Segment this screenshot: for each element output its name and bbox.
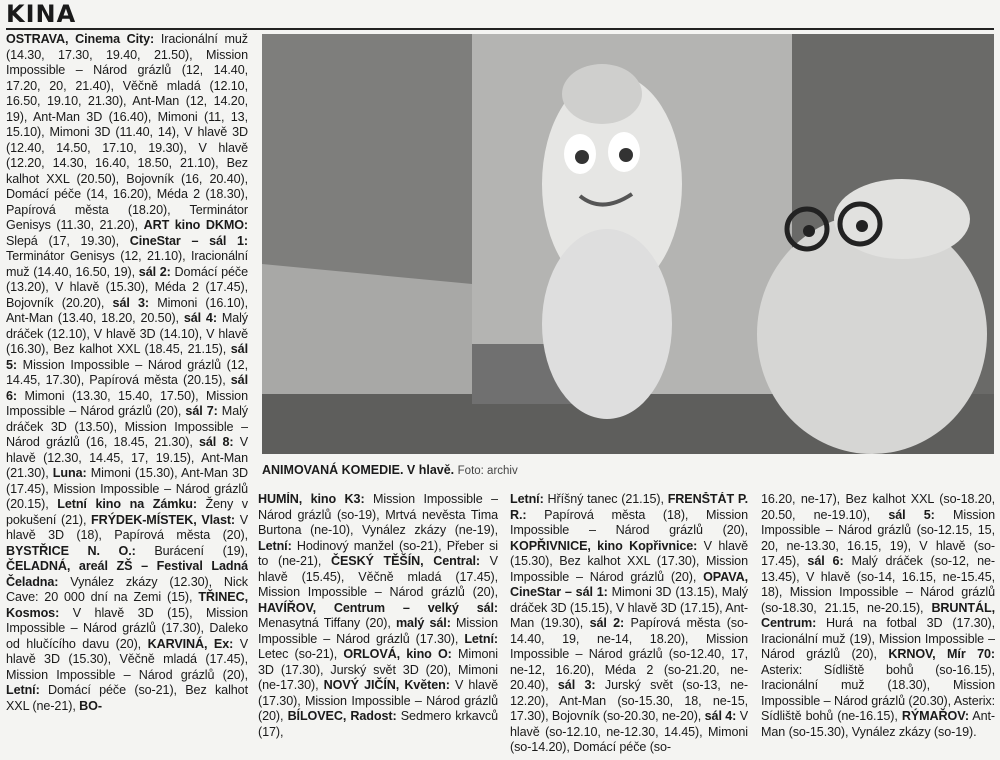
showtimes-text: Ženy v pokušení (21), (6, 497, 248, 527)
showtimes-text: V hlavě 3D (15.30), Věčně mladá (17.45), Mission Impossible – Národ grázlů (20), (6, 636, 248, 682)
venue-label: sál 2: (138, 264, 171, 279)
showtimes-text: Mimoni 3D (17.30), Jurský svět 3D (20), Mimoni (ne-17.30), (258, 647, 498, 692)
section-title: KINA (6, 0, 77, 28)
showtimes-text: V hlavě (15.30), Bez kalhot XXL (17.30), Mission Impossible – Národ grázlů (20), (510, 538, 748, 584)
showtimes-text: Hříšný tanec (21.15), (543, 492, 668, 506)
venue-label: Luna: (52, 466, 87, 480)
showtimes-text: Papírová města (so-14.40, 19, ne-14, 18.20), Mission Impossible – Národ grázlů (so-12.40, 17, ne-12, 16.20), Méda 2 (so-21.20, ne-20.40), (510, 616, 748, 692)
caption-credit: Foto: archiv (457, 465, 518, 477)
venue-label: CineStar – sál 1: (129, 233, 248, 248)
venue-label: malý sál: (395, 616, 451, 630)
showtimes-text: Mimoni (13.30, 15.40, 17.50), Mission Impossible – Národ grázlů (20), (6, 388, 248, 418)
animated-characters-image (262, 34, 994, 454)
venue-label: BÍLOVEC, Radost: (287, 709, 397, 723)
venue-label: KRNOV, Mír 70: (888, 647, 995, 661)
showtimes-text: Mission Impossible – Národ grázlů (12, 14.45, 17.30), Papírová města (20.15), (6, 357, 248, 387)
venue-label: ORLOVÁ, kino O: (343, 647, 452, 661)
venue-label: sál 5: (888, 507, 935, 522)
venue-label: sál 3: (557, 678, 596, 692)
listing-column-2 (258, 492, 498, 758)
venue-label: KOPŘIVNICE, kino Kopřivnice: (510, 538, 698, 553)
showtimes-text: Jurský svět (so-13, ne-12.20), Ant-Man (so-15.30, 18, ne-15, 17.30), Bojovník (so-20.30, ne-20), (510, 678, 748, 723)
showtimes-text: Mimoni (15.30), Ant-Man 3D (17.45), Mission Impossible – Národ grázlů (20.15), (6, 466, 248, 511)
venue-label: TŘINEC, Kosmos: (6, 590, 248, 620)
venue-label: sál 3: (112, 295, 149, 310)
venue-label: Letní kino na Zámku: (57, 497, 197, 511)
showtimes-text: Mission Impossible – Národ grázlů (so-19), Mrtvá nevěsta Tima Burtona (ne-10), Vynález zkázy (ne-19), (258, 492, 498, 537)
showtimes-text: Vynález zkázy (12.30), Nick Cave: 20 000 dní na Zemi (15), (6, 574, 248, 604)
showtimes-text: Letec (so-21), (258, 647, 344, 661)
venue-label: Letní: (6, 683, 40, 697)
venue-label: sál 8: (198, 435, 234, 449)
showtimes-text: Domácí péče (so-21), Bez kalhot XXL (ne-21), (6, 683, 248, 713)
showtimes-text: Menasytná Tiffany (20), (258, 616, 396, 630)
listing-column-3 (510, 492, 748, 758)
venue-label: ČELADNÁ, areál ZŠ – Festival Ladná Čeladna: (6, 559, 248, 589)
showtimes-text: Malý dráček (12.10), V hlavě 3D (14.10), V hlavě (16.30), Bez kalhot XXL (18.45, 21.15), (6, 311, 248, 356)
film-photo (262, 34, 994, 454)
showtimes-text: Slepá (17, 19.30), (6, 233, 130, 248)
showtimes-text: 16.20, ne-17), Bez kalhot XXL (so-18.20, 20.50, ne-19.10), (761, 492, 995, 522)
venue-label: BO- (79, 698, 102, 713)
showtimes-text: V hlavě (so-12.10, ne-12.30, 14.45), Mimoni (so-14.20), Domácí péče (so- (510, 709, 748, 754)
venue-label: HUMÍN, kino K3: (258, 492, 365, 506)
venue-label: ČESKÝ TĚŠÍN, Central: (330, 554, 480, 568)
title-rule (6, 28, 994, 30)
showtimes-text: Mimoni (16.10), Ant-Man (13.40, 18.20, 20.50), (6, 295, 248, 325)
showtimes-text: Malý dráček 3D (13.50), Mission Impossible – Národ grázlů (16, 18.45, 21.30), (6, 404, 248, 449)
showtimes-text: Malý dráček (so-12, ne-13.45), V hlavě (so-14, 16.15, ne-15.45, 18), Mission Impossible – Národ grázlů (so-18.30, 21.15, ne-20.15), (761, 554, 995, 615)
showtimes-text: Iracionální muž (14.30, 17.30, 19.40, 21.50), Mission Impossible – Národ grázlů (12, 14.40, 17.20, 20, 21.40), Věčně mladá (12.10, 16.50, 19.10, 21.30), Ant-Man (12, 14.20, 19), Ant-Man 3D (16.40), Mimoni (11, 13, 15.10), Mimoni 3D (11.40, 14), V hlavě 3D (12.40, 14.50, 17.10, 19.30), V hlavě (12.20, 14.30, 16.40, 18.50, 21.10), Bez kalhot XXL (20.50), Bojovník (16, 20.40), Domácí péče (14, 16.20), Méda 2 (18.30), Papírová města (18.20), Terminátor Genisys (11.30, 21.20), (6, 32, 248, 232)
showtimes-text: Hodinový manžel (so-21), Přeber si to (ne-21), (258, 538, 498, 568)
venue-label: ART kino DKMO: (143, 218, 248, 232)
venue-label: BRUNTÁL, Centrum: (761, 600, 995, 630)
venue-label: sál 6: (6, 373, 248, 403)
venue-label: sál 2: (589, 616, 625, 630)
listing-column-1 (6, 32, 248, 758)
venue-label: FRENŠTÁT P. R.: (510, 492, 748, 522)
showtimes-text: Domácí péče (13.20), V hlavě (15.30), Méda 2 (17.45), Bojovník (20.20), (6, 264, 248, 310)
venue-label: Letní: (258, 538, 292, 553)
showtimes-text: Mission Impossible – Národ grázlů (so-12.15, 15, 20, ne-13.30, 16.15, 19), V hlavě (so-17.45), (761, 507, 995, 568)
listing-column-4 (761, 492, 995, 758)
venue-label: sál 4: (183, 311, 217, 325)
venue-label: sál 6: (807, 554, 844, 568)
venue-label: NOVÝ JIČÍN, Květen: (323, 678, 450, 692)
venue-label: KARVINÁ, Ex: (147, 636, 234, 651)
showtimes-text: Hurá na fotbal 3D (17.30), Iracionální muž (19), Mission Impossible – Národ grázlů (20), (761, 616, 995, 661)
venue-label: sál 7: (185, 404, 218, 418)
venue-label: OPAVA, CineStar – sál 1: (510, 569, 748, 599)
venue-label: OSTRAVA, Cinema City: (6, 32, 155, 46)
showtimes-text: Burácení (19), (135, 543, 248, 558)
showtimes-text: Sedmero krkavců (17), (258, 709, 498, 739)
showtimes-text: V hlavě 3D (15), Mission Impossible – Národ grázlů (17.30), Daleko od hlučícího davu (20), (6, 605, 248, 651)
showtimes-text: V hlavě (12.30, 14.45, 17, 19.15), Ant-Man (21.30), (6, 435, 248, 480)
venue-label: Letní: (464, 631, 498, 646)
venue-label: HAVÍŘOV, Centrum – velký sál: (258, 600, 498, 615)
showtimes-text: Papírová města (18), Mission Impossible – Národ grázlů (20), (510, 507, 748, 537)
showtimes-text: Mimoni 3D (13.15), Malý dráček 3D (15.15), V hlavě 3D (17.15), Ant-Man (19.30), (510, 585, 748, 630)
showtimes-text: V hlavě 3D (18), Papírová města (20), (6, 512, 248, 542)
showtimes-text: Terminátor Genisys (12, 21.10), Iracionální muž (14.40, 16.50, 19), (6, 249, 248, 279)
showtimes-text: V hlavě (15.45), Věčně mladá (17.45), Mission Impossible – Národ grázlů (20), (258, 554, 498, 599)
venue-label: sál 5: (6, 342, 248, 372)
caption-title: ANIMOVANÁ KOMEDIE. V hlavě. (262, 463, 455, 477)
venue-label: FRÝDEK-MÍSTEK, Vlast: (91, 512, 236, 527)
venue-label: BYSTŘICE N. O.: (6, 543, 136, 558)
showtimes-text: Asterix: Sídliště bohů (so-16.15), Iracionální muž (18.30), Mission Impossible – Národ grázlů (20.30), Asterix: Sídliště bohů (ne-16.15), (761, 662, 995, 723)
showtimes-text: V hlavě (17.30), Mission Impossible – Národ grázlů (20), (258, 678, 498, 723)
showtimes-text: Mission Impossible – Národ grázlů (17.30), (258, 616, 498, 646)
venue-label: RÝMAŘOV: (901, 709, 969, 723)
venue-label: sál 4: (704, 709, 737, 723)
venue-label: Letní: (510, 492, 544, 506)
photo-caption (262, 463, 518, 477)
showtimes-text: Ant-Man (so-15.30), Vynález zkázy (so-19). (761, 709, 995, 739)
